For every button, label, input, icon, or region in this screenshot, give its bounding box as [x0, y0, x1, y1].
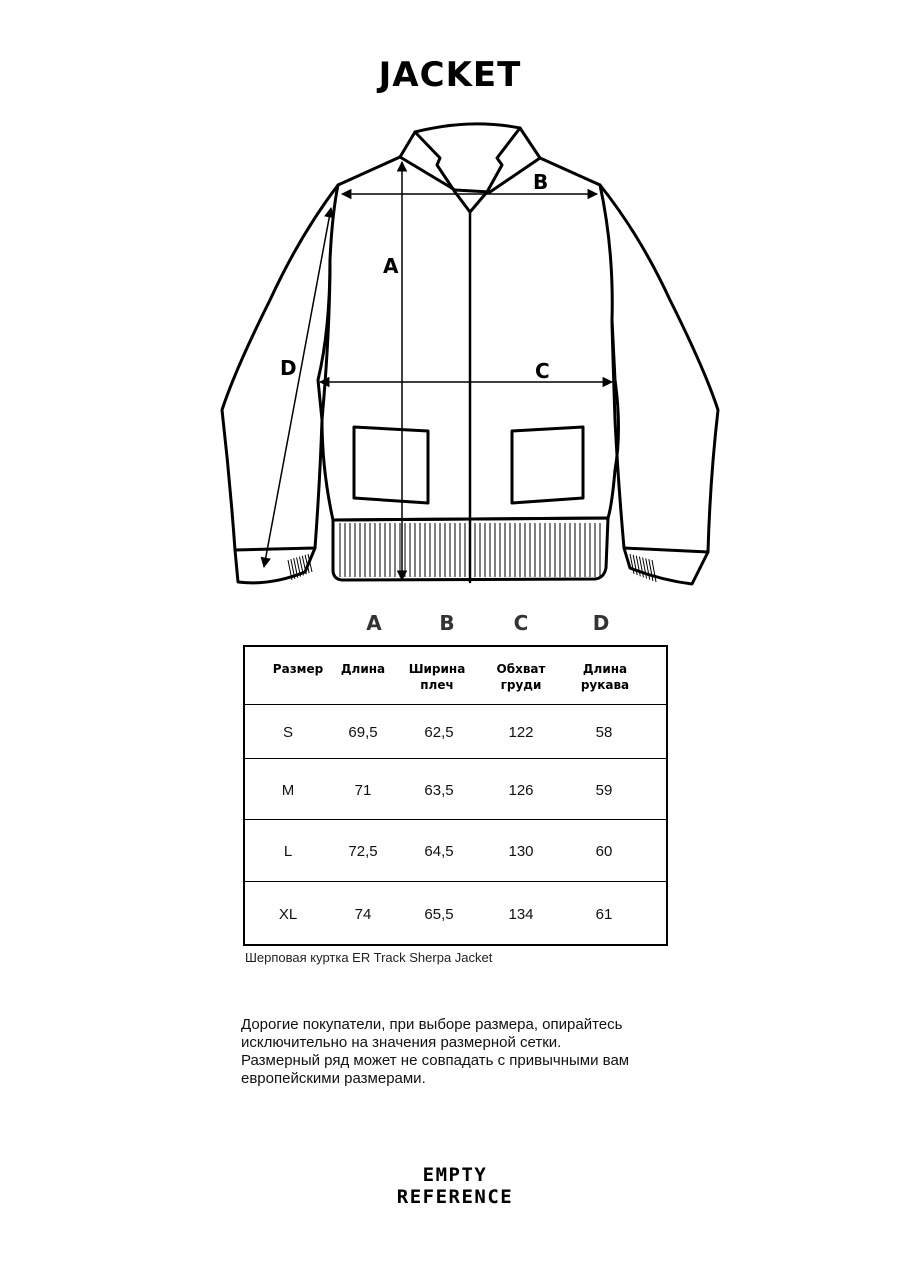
page-title: JACKET — [378, 55, 522, 95]
measure-line-d — [264, 208, 331, 567]
header-shoulder-width: Ширина плеч — [408, 662, 466, 692]
size-table — [243, 645, 668, 946]
cell-b: 64,5 — [424, 843, 454, 860]
cell-a: 74 — [354, 906, 372, 923]
size-notice — [241, 1016, 681, 1088]
pocket-left — [354, 427, 428, 503]
brand-line-1: EMPTY — [422, 1164, 488, 1186]
right-sleeve — [600, 185, 718, 552]
cell-b: 65,5 — [424, 906, 454, 923]
product-caption: Шерповая куртка ER Track Sherpa Jacket — [245, 950, 493, 965]
label-d: D — [280, 356, 297, 380]
cell-c: 130 — [508, 843, 534, 860]
table-row — [245, 705, 666, 759]
column-letter-d: D — [592, 611, 610, 635]
notice-line: европейскими размерами. — [241, 1070, 426, 1087]
cell-b: 62,5 — [424, 724, 454, 741]
column-letter-c: C — [513, 611, 529, 635]
cell-d: 59 — [595, 782, 613, 799]
cell-b: 63,5 — [424, 782, 454, 799]
table-row — [245, 883, 666, 944]
table-row — [245, 821, 666, 882]
notice-line: Размерный ряд может не совпадать с привычными вам — [241, 1052, 630, 1069]
column-letter-b: B — [439, 611, 455, 635]
cell-size: XL — [278, 906, 298, 923]
right-cuff — [624, 548, 708, 584]
cell-a: 71 — [354, 782, 372, 799]
table-row — [245, 760, 666, 820]
header-size: Размер — [272, 662, 324, 676]
cell-d: 60 — [595, 843, 613, 860]
cell-a: 72,5 — [348, 843, 378, 860]
cell-c: 126 — [508, 782, 534, 799]
cell-size: L — [283, 843, 293, 860]
label-a: A — [383, 254, 399, 278]
notice-line: Дорогие покупатели, при выборе размера, опирайтесь — [241, 1016, 623, 1033]
cell-d: 58 — [595, 724, 613, 741]
jacket-diagram — [0, 0, 900, 600]
header-length: Длина — [340, 662, 386, 676]
column-letter-a: A — [366, 611, 382, 635]
cell-d: 61 — [595, 906, 613, 923]
left-cuff — [235, 548, 315, 583]
pocket-right — [512, 427, 583, 503]
placket — [455, 192, 487, 212]
collar-left-lapel — [415, 132, 455, 192]
cell-a: 69,5 — [348, 724, 378, 741]
cell-size: M — [281, 782, 295, 799]
cell-size: S — [282, 724, 293, 741]
cell-c: 122 — [508, 724, 534, 741]
header-chest: Обхват груди — [496, 662, 546, 692]
brand-line-2: REFERENCE — [396, 1186, 514, 1208]
label-b: B — [533, 170, 549, 194]
label-c: C — [535, 359, 550, 383]
table-header-row — [245, 647, 666, 705]
header-sleeve-length: Длина рукава — [580, 662, 630, 692]
cell-c: 134 — [508, 906, 534, 923]
brand-logo — [0, 1164, 900, 1208]
notice-line: исключительно на значения размерной сетки. — [241, 1034, 562, 1051]
